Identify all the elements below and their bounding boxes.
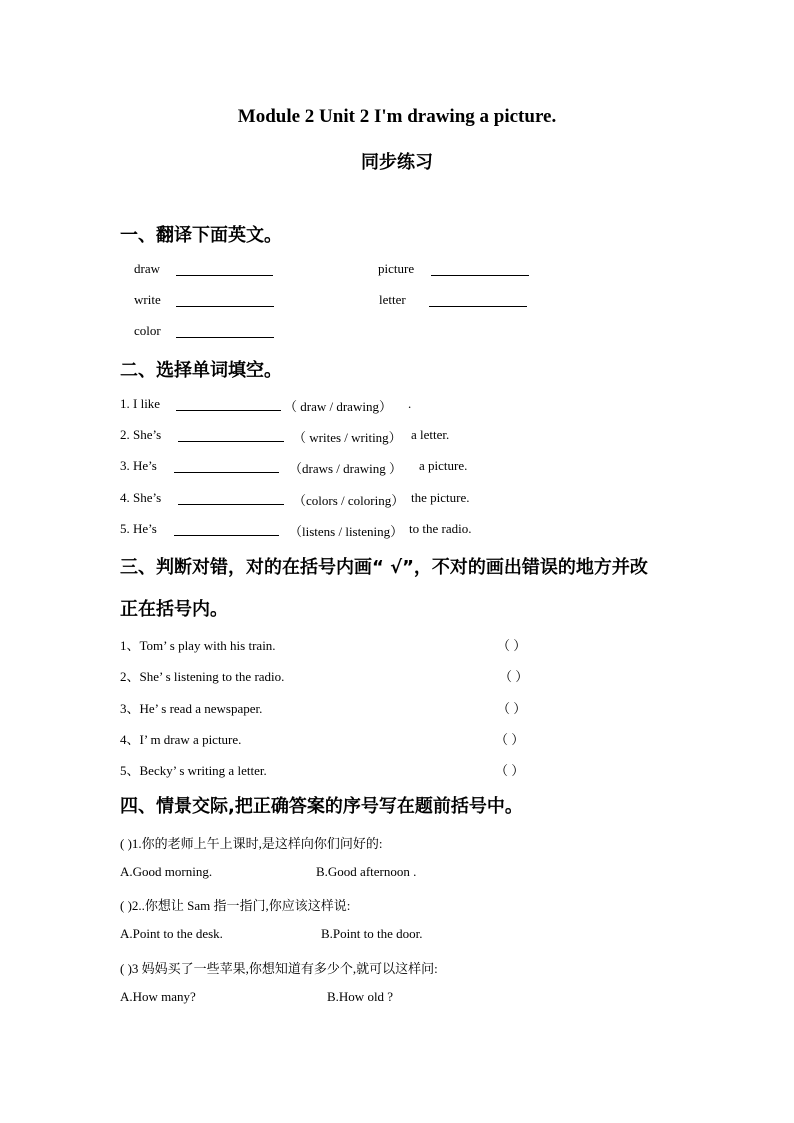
fill-item-2-prefix: 2. She’s: [120, 427, 162, 442]
answer-blank[interactable]: [429, 294, 527, 307]
fill-item-3-prefix: 3. He’s: [120, 458, 157, 473]
question-3: ( )3 妈妈买了一些苹果,你想知道有多少个,就可以这样问:: [120, 961, 438, 976]
answer-blank[interactable]: [176, 263, 273, 276]
fill-item-5-prefix: 5. He’s: [120, 521, 157, 536]
answer-parentheses[interactable]: （ ）: [497, 638, 527, 653]
judge-item-1: 1、Tom’ s play with his train.: [120, 638, 276, 653]
answer-blank[interactable]: [174, 523, 279, 536]
answer-blank[interactable]: [431, 263, 529, 276]
fill-item-1-options: （ draw / drawing）: [284, 399, 392, 414]
question-3-option-b: B.How old ?: [327, 989, 394, 1004]
page-title: Module 2 Unit 2 I'm drawing a picture.: [237, 106, 557, 127]
word-draw: draw: [134, 261, 160, 276]
answer-blank[interactable]: [178, 492, 284, 505]
fill-item-1-suffix: .: [408, 396, 412, 411]
page-subtitle: 同步练习: [361, 152, 433, 172]
judge-item-4: 4、I’ m draw a picture.: [120, 732, 242, 747]
question-2-option-b: B.Point to the door.: [321, 926, 423, 941]
fill-item-5-options: （listens / listening）: [289, 524, 404, 539]
section-3-heading-line1: 三、判断对错，对的在括号内画“ √”，不对的画出错误的地方并改: [120, 557, 648, 578]
answer-parentheses[interactable]: （ ）: [497, 701, 527, 716]
fill-item-1-prefix: 1. I like: [120, 396, 161, 411]
word-letter: letter: [379, 292, 406, 307]
fill-item-4-suffix: the picture.: [411, 490, 470, 505]
answer-blank[interactable]: [174, 460, 279, 473]
question-1-option-b: B.Good afternoon .: [316, 864, 417, 879]
fill-item-2-options: （ writes / writing）: [293, 430, 402, 445]
answer-parentheses[interactable]: （ ）: [495, 763, 525, 778]
answer-blank[interactable]: [176, 398, 281, 411]
judge-item-2: 2、She’ s listening to the radio.: [120, 669, 285, 684]
question-1-option-a: A.Good morning.: [120, 864, 213, 879]
answer-blank[interactable]: [176, 325, 274, 338]
judge-item-5: 5、Becky’ s writing a letter.: [120, 763, 267, 778]
word-write: write: [134, 292, 161, 307]
section-1-heading: 一、翻译下面英文。: [120, 225, 282, 246]
section-4-heading: 四、情景交际,把正确答案的序号写在题前括号中。: [120, 796, 523, 817]
word-picture: picture: [378, 261, 415, 276]
section-3-heading-line2: 正在括号内。: [120, 599, 228, 620]
fill-item-3-suffix: a picture.: [419, 458, 468, 473]
question-3-option-a: A.How many?: [120, 989, 196, 1004]
answer-parentheses[interactable]: （ ）: [495, 732, 525, 747]
section-2-heading: 二、选择单词填空。: [120, 360, 282, 381]
answer-blank[interactable]: [178, 429, 284, 442]
fill-item-4-prefix: 4. She’s: [120, 490, 162, 505]
fill-item-2-suffix: a letter.: [411, 427, 450, 442]
fill-item-3-options: （draws / drawing ）: [289, 461, 403, 476]
question-2-option-a: A.Point to the desk.: [120, 926, 223, 941]
question-2: ( )2..你想让 Sam 指一指门,你应该这样说:: [120, 898, 351, 913]
answer-parentheses[interactable]: （ ）: [499, 669, 529, 684]
question-1: ( )1.你的老师上午上课时,是这样向你们问好的:: [120, 836, 383, 851]
fill-item-5-suffix: to the radio.: [409, 521, 472, 536]
word-color: color: [134, 323, 161, 338]
fill-item-4-options: （colors / coloring）: [293, 493, 405, 508]
answer-blank[interactable]: [176, 294, 274, 307]
judge-item-3: 3、He’ s read a newspaper.: [120, 701, 263, 716]
